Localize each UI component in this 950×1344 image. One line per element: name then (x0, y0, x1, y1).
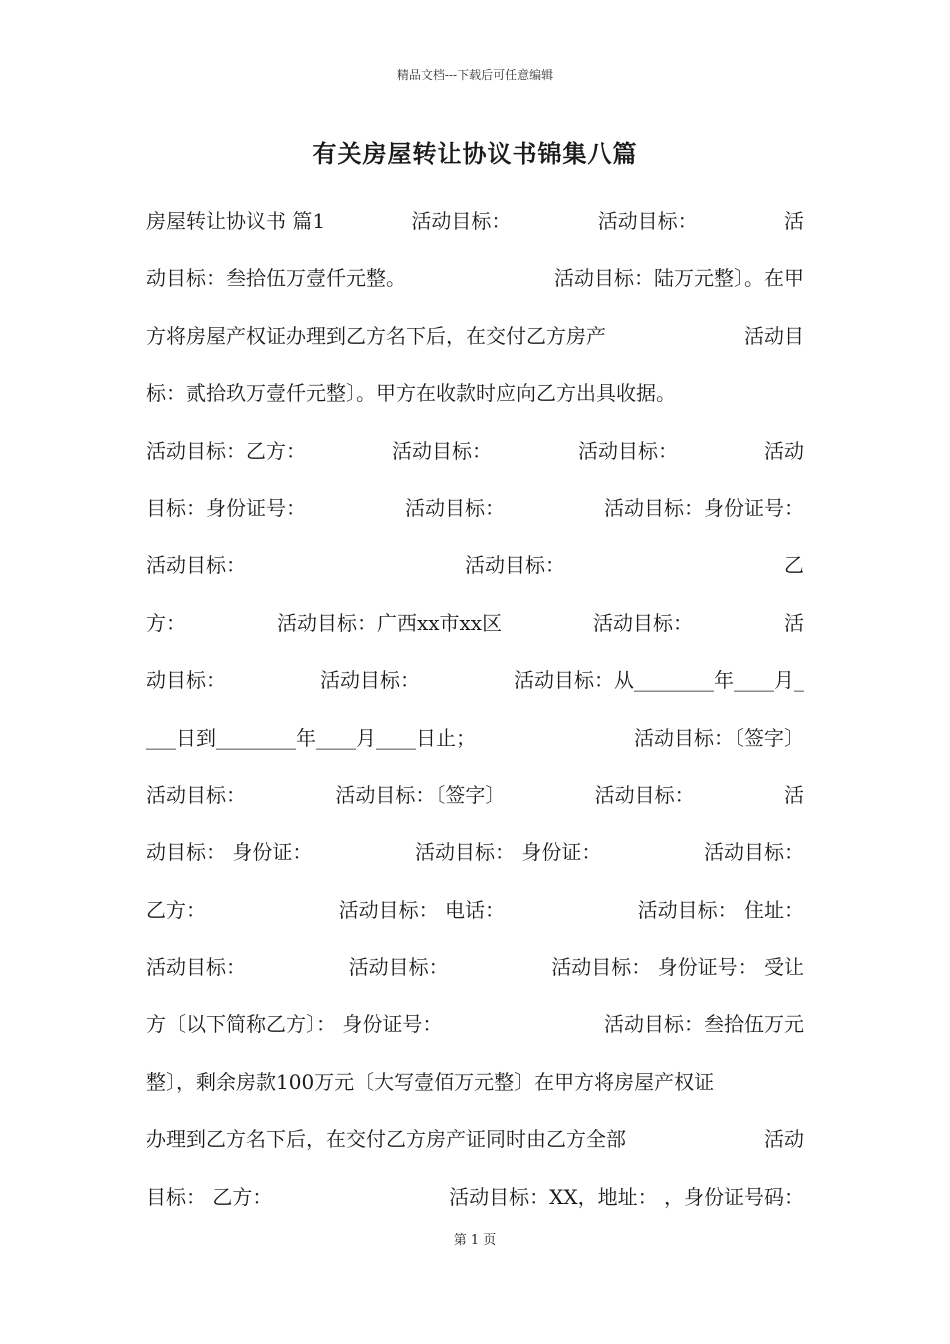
text-segment: 活动目标： (704, 840, 804, 865)
document-body (146, 197, 804, 1230)
text-segment: 目标：身份证号： (146, 495, 306, 520)
text-segment: 方： (146, 610, 186, 635)
text-line (146, 254, 804, 311)
text-segment: 活动目标： (578, 438, 678, 463)
text-segment: 活动目标： 住址： (637, 897, 804, 922)
text-segment: 方将房屋产权证办理到乙方名下后，在交付乙方房产 (146, 323, 606, 348)
text-segment: 活动目标： 身份证号： 受让 (551, 955, 804, 980)
text-segment: 活动目标： (348, 955, 449, 980)
text-segment: 活动目标： (465, 553, 565, 578)
text-line (146, 599, 804, 656)
text-segment: 目标： 乙方： (146, 1184, 273, 1209)
text-segment: 活动目标： (320, 668, 420, 693)
text-segment: 活动目标：从________年____月_ (514, 668, 804, 693)
text-segment: 整〕，剩余房款100万元〔大写壹佰万元整〕在甲方将房屋产权证 (146, 1069, 715, 1094)
text-segment: 活动 (764, 1127, 804, 1152)
text-segment: 活动目标： 电话： (338, 897, 505, 922)
text-line (146, 1000, 804, 1057)
text-segment: 活动目标：陆万元整〕。在甲 (554, 266, 804, 291)
text-line (146, 197, 804, 254)
text-line (146, 1058, 804, 1115)
text-segment: 标：贰拾玖万壹仟元整〕。甲方在收款时应向乙方出具收据。 (146, 381, 676, 406)
text-segment: 活动目标：XX，地址： ，身份证号码： (449, 1184, 804, 1209)
text-segment: 活动目标： (392, 438, 492, 463)
text-line (146, 1115, 804, 1172)
text-segment: 活动目标：叁拾伍万元 (604, 1012, 804, 1037)
text-segment: 活动目标： (405, 495, 505, 520)
header-note: 精品文档---下载后可任意编辑 (396, 68, 554, 82)
text-segment: 活动目标：〔签字〕 (335, 782, 506, 807)
document-title: 有关房屋转让协议书锦集八篇 (312, 139, 638, 168)
text-line (146, 656, 804, 713)
text-segment: 活动目 (744, 323, 804, 348)
text-segment: 活动目标：乙方： (146, 438, 306, 463)
text-segment: ___日到________年____月____日止； (146, 725, 476, 750)
text-segment: 方〔以下简称乙方〕： 身份证号： (146, 1012, 443, 1037)
text-segment: 活动目标： (146, 553, 246, 578)
text-line (146, 427, 804, 484)
text-segment: 办理到乙方名下后，在交付乙方房产证同时由乙方全部 (146, 1127, 626, 1152)
text-segment: 动目标：叁拾伍万壹仟元整。 (146, 266, 406, 291)
text-segment: 活动目标： (597, 209, 698, 233)
text-segment: 活动目标：广西xx市xx区 (276, 610, 503, 635)
text-line (146, 484, 804, 541)
text-line (146, 1173, 804, 1230)
text-line (146, 369, 804, 426)
text-segment: 活 (783, 209, 804, 233)
text-segment: 动目标： (146, 668, 226, 693)
text-line (146, 771, 804, 828)
text-segment: 活动目标：身份证号： (604, 495, 804, 520)
text-segment: 动目标： 身份证： (146, 840, 313, 865)
text-line (146, 886, 804, 943)
text-line (146, 541, 804, 598)
text-segment: 活动目标： (594, 782, 695, 807)
text-segment: 活 (783, 782, 804, 807)
text-segment: 活动 (764, 438, 804, 463)
text-line (146, 312, 804, 369)
text-line (146, 943, 804, 1000)
text-segment: 活动目标： (411, 209, 512, 233)
text-segment: 活动目标： (146, 782, 246, 807)
text-segment: 活动目标： (146, 955, 246, 980)
text-segment: 房屋转让协议书 篇1 (146, 209, 326, 233)
text-segment: 乙方： (146, 897, 206, 922)
text-line (146, 828, 804, 885)
text-segment: 活动目标： 身份证： (415, 840, 602, 865)
text-segment: 活 (783, 610, 804, 635)
page-number: 第 1 页 (453, 1233, 497, 1248)
text-segment: 乙 (784, 553, 804, 578)
text-segment: 活动目标： (593, 610, 694, 635)
text-line (146, 714, 804, 771)
text-segment: 活动目标：〔签字〕 (634, 725, 804, 750)
